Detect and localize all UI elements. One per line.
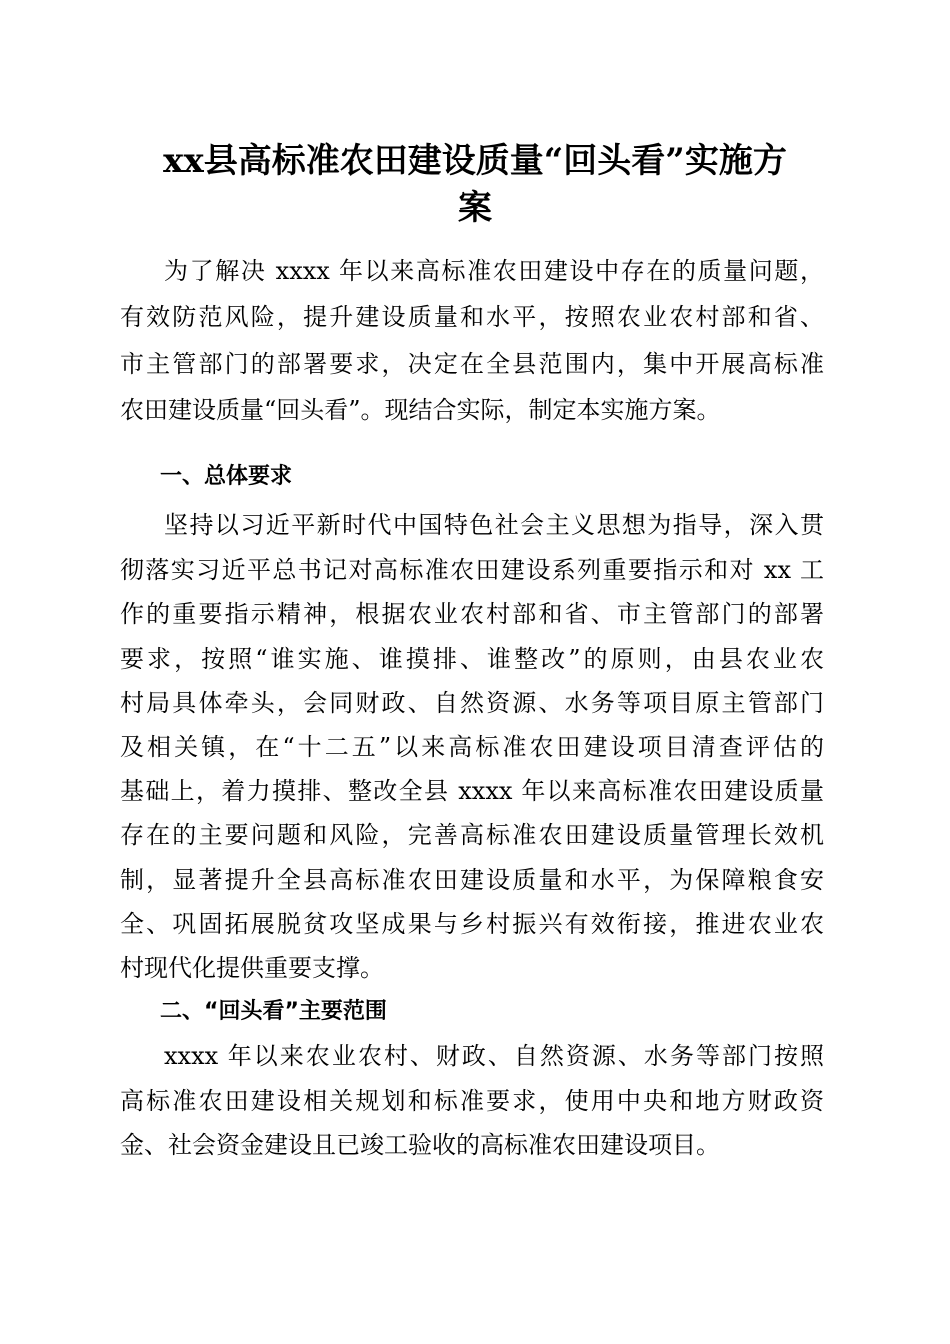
text-line: 金、社会资金建设且已竣工验收的高标准农田建设项目。 <box>120 1131 720 1159</box>
document-title <box>120 138 830 232</box>
text-line: 市主管部门的部署要求，决定在全县范围内，集中开展高标准 <box>120 349 824 378</box>
text-line: 村局具体牵头，会同财政、自然资源、水务等项目原主管部门 <box>120 688 824 717</box>
section-1-paragraph <box>120 502 824 990</box>
text-line: 基础上，着力摸排、整改全县 xxxx 年以来高标准农田建设质量 <box>120 777 824 806</box>
section-heading-2: 二、“回头看”主要范围 <box>160 999 387 1024</box>
text-line: 全、巩固拓展脱贫攻坚成果与乡村振兴有效衔接，推进农业农 <box>120 909 824 938</box>
text-line: 彻落实习近平总书记对高标准农田建设系列重要指示和对 xx 工 <box>120 556 824 585</box>
title-line-2: 案 <box>458 188 492 228</box>
text-line: 村现代化提供重要支撑。 <box>120 953 384 982</box>
text-line: 制，显著提升全县高标准农田建设质量和水平，为保障粮食安 <box>120 865 824 894</box>
text-line: 要求，按照“谁实施、谁摸排、谁整改”的原则，由县农业农 <box>120 644 824 673</box>
text-line: 农田建设质量“回头看”。现结合实际，制定本实施方案。 <box>120 395 721 424</box>
text-line: 坚持以习近平新时代中国特色社会主义思想为指导，深入贯 <box>164 511 824 539</box>
intro-paragraph <box>120 248 824 433</box>
text-line: 为了解决 xxxx 年以来高标准农田建设中存在的质量问题， <box>164 257 824 285</box>
text-line: 作的重要指示精神，根据农业农村部和省、市主管部门的部署 <box>120 600 824 629</box>
text-line: 存在的主要问题和风险，完善高标准农田建设质量管理长效机 <box>120 821 824 850</box>
text-line: 及相关镇，在“十二五”以来高标准农田建设项目清查评估的 <box>120 733 824 762</box>
title-line-1: xx县高标准农田建设质量“回头看”实施方 <box>163 141 787 181</box>
text-line: 有效防范风险，提升建设质量和水平，按照农业农村部和省、 <box>120 303 824 332</box>
section-2-paragraph <box>120 1034 824 1168</box>
text-line: xxxx 年以来农业农村、财政、自然资源、水务等部门按照 <box>164 1042 824 1070</box>
text-line: 高标准农田建设相关规划和标准要求，使用中央和地方财政资 <box>120 1086 824 1115</box>
section-heading-1: 一、总体要求 <box>160 464 293 489</box>
